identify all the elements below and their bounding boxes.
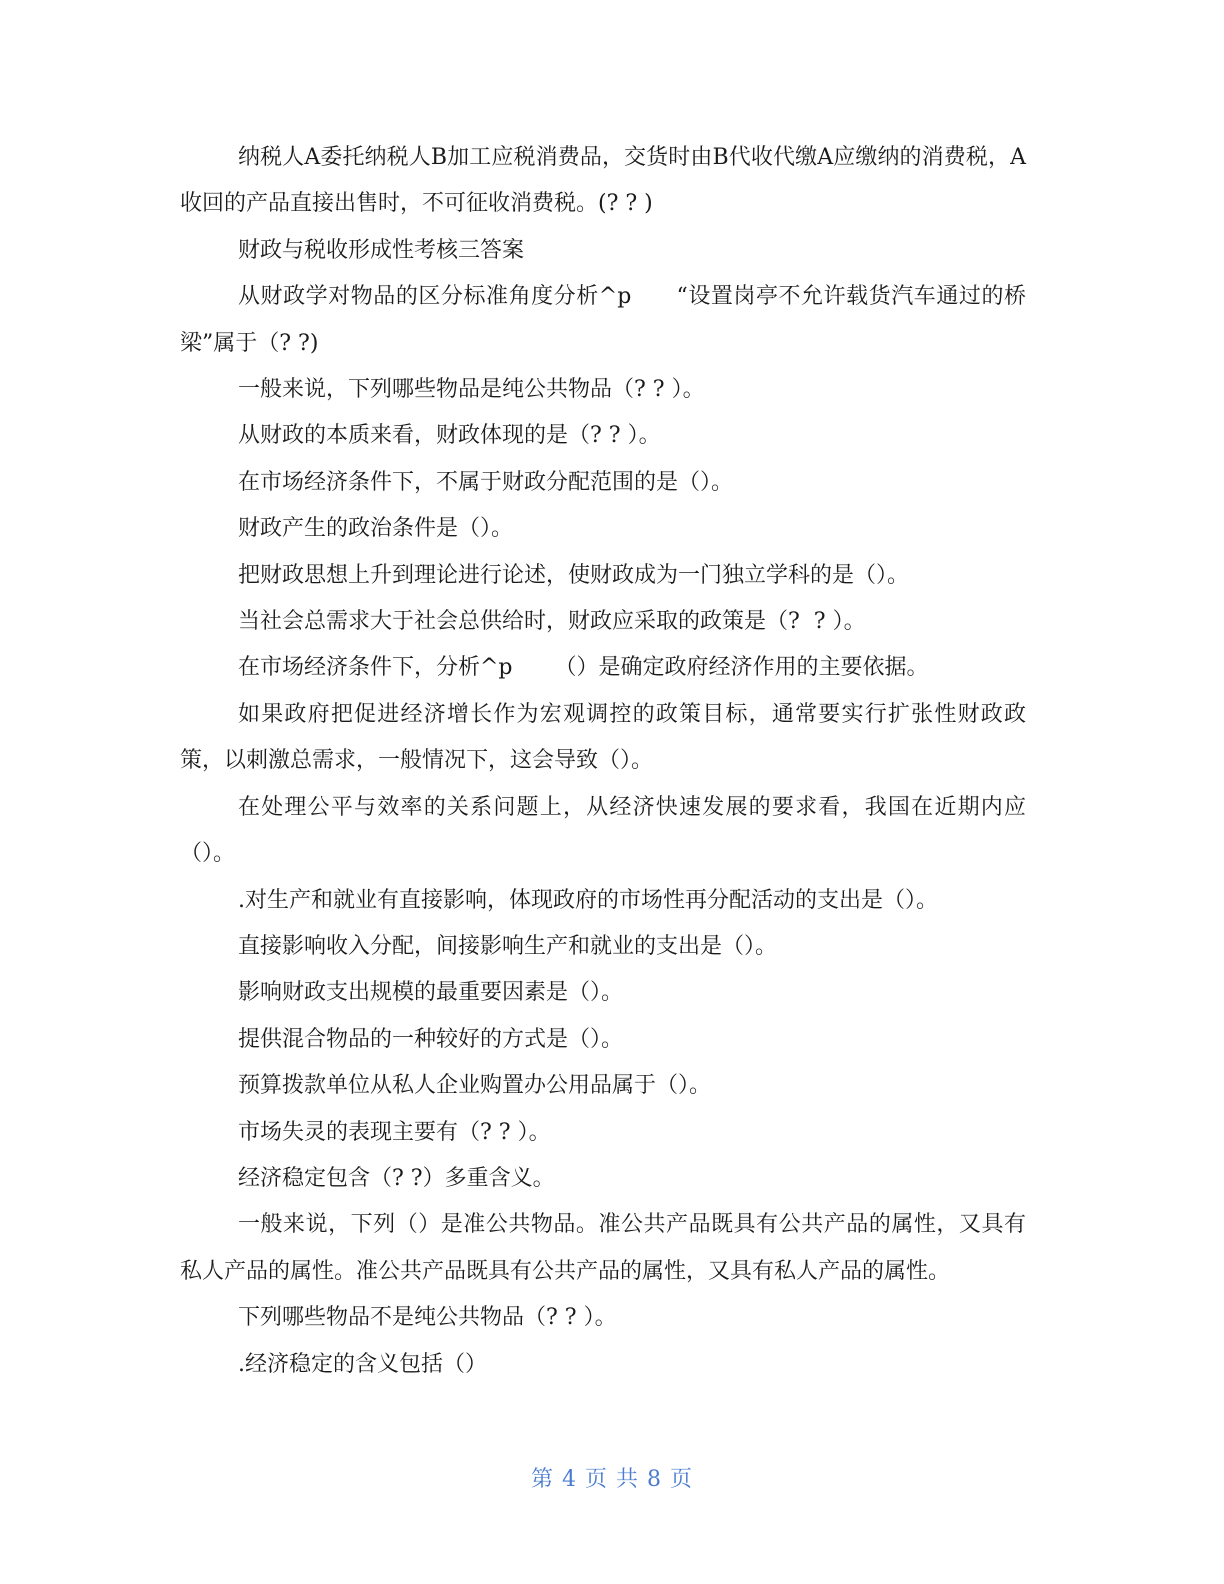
page-number-footer: 第 4 页 共 8 页 (531, 1467, 693, 1492)
paragraph: 在处理公平与效率的关系问题上，从经济快速发展的要求看，我国在近期内应（）。 (180, 794, 1026, 867)
section-heading: 财政与税收形成性考核三答案 (238, 237, 525, 263)
paragraph: 预算拨款单位从私人企业购置办公用品属于（）。 (238, 1073, 712, 1099)
paragraph: 财政产生的政治条件是（）。 (238, 516, 514, 542)
paragraph: 市场失灵的表现主要有（? ? ）。 (238, 1119, 551, 1145)
paragraph: 一般来说，下列（）是准公共物品。准公共产品既具有公共产品的属性，又具有私人产品的属性。准公共产品既具有公共产品的属性，又具有私人产品的属性。 (180, 1212, 1026, 1284)
paragraph: 把财政思想上升到理论进行论述，使财政成为一门独立学科的是（）。 (238, 562, 910, 588)
paragraph: 在市场经济条件下，不属于财政分配范围的是（）。 (238, 469, 734, 495)
paragraph: 提供混合物品的一种较好的方式是（）。 (238, 1026, 624, 1052)
paragraph: .对生产和就业有直接影响，体现政府的市场性再分配活动的支出是（）。 (238, 887, 938, 913)
paragraph: .经济稳定的含义包括（） (238, 1351, 487, 1377)
paragraph: 下列哪些物品不是纯公共物品（? ? ）。 (238, 1305, 617, 1331)
paragraph: 一般来说，下列哪些物品是纯公共物品（? ? ）。 (238, 377, 705, 403)
paragraph: 在市场经济条件下，分析^p （）是确定政府经济作用的主要依据。 (238, 655, 929, 681)
paragraph: 从财政的本质来看，财政体现的是（? ? ）。 (238, 423, 661, 449)
paragraph: 纳税人A委托纳税人B加工应税消费品，交货时由B代收代缴A应缴纳的消费税，A收回的产品直接出售时，不可征收消费税。(? ? ) (180, 145, 1026, 217)
paragraph: 影响财政支出规模的最重要因素是（）。 (238, 980, 624, 1006)
document-body (180, 135, 1026, 1388)
paragraph: 直接影响收入分配，间接影响生产和就业的支出是（）。 (238, 933, 778, 959)
paragraph: 当社会总需求大于社会总供给时，财政应采取的政策是（? ? ）。 (238, 609, 866, 635)
paragraph: 从财政学对物品的区分标准角度分析^p “设置岗亭不允许载货汽车通过的桥梁”属于（? ?) (180, 284, 1026, 356)
paragraph: 经济稳定包含（? ?）多重含义。 (238, 1165, 555, 1191)
paragraph: 如果政府把促进经济增长作为宏观调控的政策目标，通常要实行扩张性财政政策，以刺激总需求，一般情况下，这会导致（）。 (180, 701, 1026, 774)
